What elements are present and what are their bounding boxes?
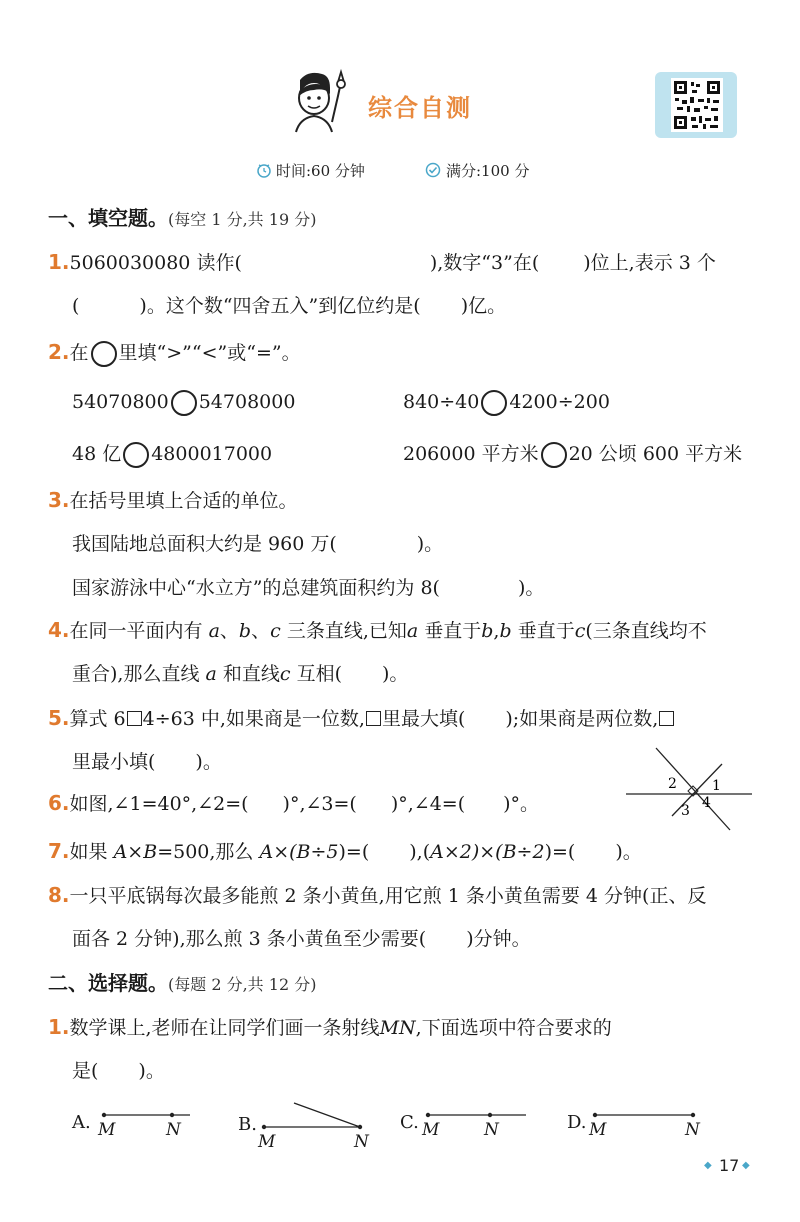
compare-circle[interactable] bbox=[171, 390, 197, 416]
option-a[interactable]: A. M N bbox=[72, 1112, 181, 1140]
option-b[interactable]: B. M N bbox=[238, 1100, 378, 1152]
question-6: 6.如图,∠1=40°,∠2=( )°,∠3=( )°,∠4=( )°。 bbox=[48, 791, 540, 815]
compare-row-2-right: 206000 平方米 20 公顷 600 平方米 bbox=[403, 441, 742, 468]
compare-circle[interactable] bbox=[541, 442, 567, 468]
question-5-line2: 里最小填( )。 bbox=[72, 751, 222, 773]
compare-row-1-right: 840÷40 4200÷200 bbox=[403, 389, 610, 416]
question-5-line1: 5.算式 6 4÷63 中,如果商是一位数, 里最大填( );如果商是两位数, bbox=[48, 705, 675, 732]
question-7: 7.如果 A×B=500,那么 A×(B÷5)=( ),(A×2)×(B÷2)=( )。 bbox=[48, 839, 642, 863]
page-number: 17 bbox=[719, 1156, 740, 1175]
compare-row-1-left: 54070800 54708000 bbox=[72, 389, 295, 416]
square-blank bbox=[659, 711, 674, 726]
square-blank bbox=[127, 711, 142, 726]
question-1-line2: ( )。这个数“四舍五入”到亿位约是( )亿。 bbox=[72, 295, 507, 317]
question-2: 2.在 里填“>”“<”或“=”。 bbox=[48, 339, 301, 367]
angle-label-4: 4 bbox=[702, 795, 711, 811]
score-info: 满分:100 分 bbox=[446, 162, 530, 180]
angle-label-3: 3 bbox=[681, 803, 690, 819]
angle-figure bbox=[622, 744, 752, 832]
question-8-line1: 8.一只平底锅每次最多能煎 2 条小黄鱼,用它煎 1 条小黄鱼需要 4 分钟(正、反 bbox=[48, 883, 707, 907]
question-3-line2: 国家游泳中心“水立方”的总建筑面积约为 8( )。 bbox=[72, 577, 545, 599]
section1-heading: 一、填空题。(每空 1 分,共 19 分) bbox=[48, 206, 317, 230]
page-title: 综合自测 bbox=[368, 94, 472, 122]
clock-icon bbox=[256, 162, 272, 182]
question-4-line1: 4.在同一平面内有 a、b、c 三条直线,已知a 垂直于b,b 垂直于c(三条直线均不 bbox=[48, 618, 707, 642]
circle-blank bbox=[91, 341, 117, 367]
question-4-line2: 重合),那么直线 a 和直线c 互相( )。 bbox=[72, 663, 409, 685]
question-1-line1: 1.5060030080 读作( ),数字“3”在( )位上,表示 3 个 bbox=[48, 250, 716, 274]
option-d[interactable]: D. M N bbox=[567, 1112, 700, 1140]
mascot-boy-icon bbox=[286, 66, 348, 136]
compare-row-2-left: 48 亿 4800017000 bbox=[72, 441, 272, 468]
option-c[interactable]: C. M N bbox=[400, 1112, 499, 1140]
choice-question-1-line2: 是( )。 bbox=[72, 1060, 165, 1082]
question-3: 3.在括号里填上合适的单位。 bbox=[48, 488, 298, 512]
check-icon bbox=[425, 162, 441, 182]
compare-circle[interactable] bbox=[123, 442, 149, 468]
angle-label-2: 2 bbox=[668, 776, 677, 792]
question-8-line2: 面各 2 分钟),那么煎 3 条小黄鱼至少需要( )分钟。 bbox=[72, 928, 531, 950]
page-number-decoration-right: ◆ bbox=[742, 1160, 750, 1171]
qr-code[interactable] bbox=[655, 72, 737, 138]
page-number-decoration-left: ◆ bbox=[704, 1160, 712, 1171]
section2-heading: 二、选择题。(每题 2 分,共 12 分) bbox=[48, 971, 317, 995]
time-info: 时间:60 分钟 bbox=[276, 162, 365, 180]
square-blank bbox=[366, 711, 381, 726]
choice-question-1-line1: 1.数学课上,老师在让同学们画一条射线MN,下面选项中符合要求的 bbox=[48, 1015, 612, 1039]
angle-label-1: 1 bbox=[712, 778, 721, 794]
question-3-line1: 我国陆地总面积大约是 960 万( )。 bbox=[72, 533, 444, 555]
compare-circle[interactable] bbox=[481, 390, 507, 416]
